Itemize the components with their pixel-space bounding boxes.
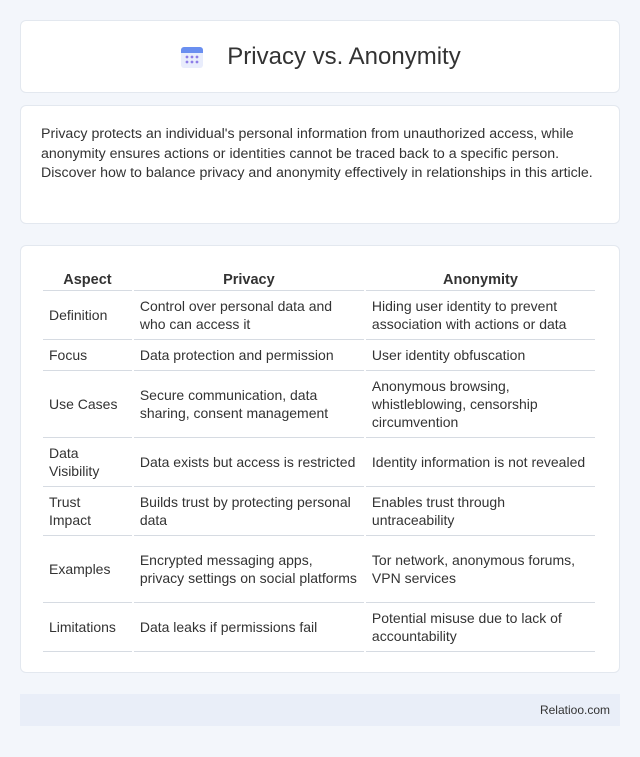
table-card	[20, 245, 620, 673]
table-row	[43, 487, 595, 536]
cell-aspect: Use Cases	[43, 371, 132, 438]
cell-privacy: Data exists but access is restricted	[134, 438, 364, 487]
cell-privacy: Secure communication, data sharing, consent management	[134, 371, 364, 438]
cell-anonymity: Hiding user identity to prevent association with actions or data	[366, 291, 595, 340]
table-row	[43, 438, 595, 487]
cell-anonymity: Identity information is not revealed	[366, 438, 595, 487]
calendar-icon	[179, 44, 205, 70]
cell-privacy: Builds trust by protecting personal data	[134, 487, 364, 536]
table-row	[43, 371, 595, 438]
cell-aspect: Trust Impact	[43, 487, 132, 536]
cell-privacy: Control over personal data and who can access it	[134, 291, 364, 340]
table-header-row	[43, 266, 595, 291]
cell-privacy: Data protection and permission	[134, 340, 364, 371]
cell-anonymity: Tor network, anonymous forums, VPN services	[366, 536, 595, 603]
cell-aspect: Examples	[43, 536, 132, 603]
footer	[20, 694, 620, 726]
footer-site[interactable]: Relatioo.com	[539, 703, 610, 717]
table-row	[43, 536, 595, 603]
header-privacy: Privacy	[134, 266, 364, 291]
cell-anonymity: Enables trust through untraceability	[366, 487, 595, 536]
cell-aspect: Definition	[43, 291, 132, 340]
table-row	[43, 340, 595, 371]
table-row	[43, 291, 595, 340]
intro-card	[20, 105, 620, 224]
cell-privacy: Encrypted messaging apps, privacy settings on social platforms	[134, 536, 364, 603]
cell-aspect: Data Visibility	[43, 438, 132, 487]
cell-anonymity: Potential misuse due to lack of accountability	[366, 603, 595, 652]
cell-privacy: Data leaks if permissions fail	[134, 603, 364, 652]
page-title: Privacy vs. Anonymity	[227, 42, 461, 70]
header-card	[20, 20, 620, 93]
header-aspect: Aspect	[43, 266, 132, 291]
header-anonymity: Anonymity	[366, 266, 595, 291]
cell-anonymity: User identity obfuscation	[366, 340, 595, 371]
intro-text: Privacy protects an individual's personal information from unauthorized access, while anonymity ensures actions or identities cannot be traced back to a specific person. Discover how to balance privacy and anonymity effectively in relationships in this article.	[41, 126, 593, 181]
table-row	[43, 603, 595, 652]
cell-aspect: Limitations	[43, 603, 132, 652]
cell-anonymity: Anonymous browsing, whistleblowing, censorship circumvention	[366, 371, 595, 438]
comparison-table	[41, 266, 597, 652]
title-wrap	[179, 43, 460, 71]
cell-aspect: Focus	[43, 340, 132, 371]
